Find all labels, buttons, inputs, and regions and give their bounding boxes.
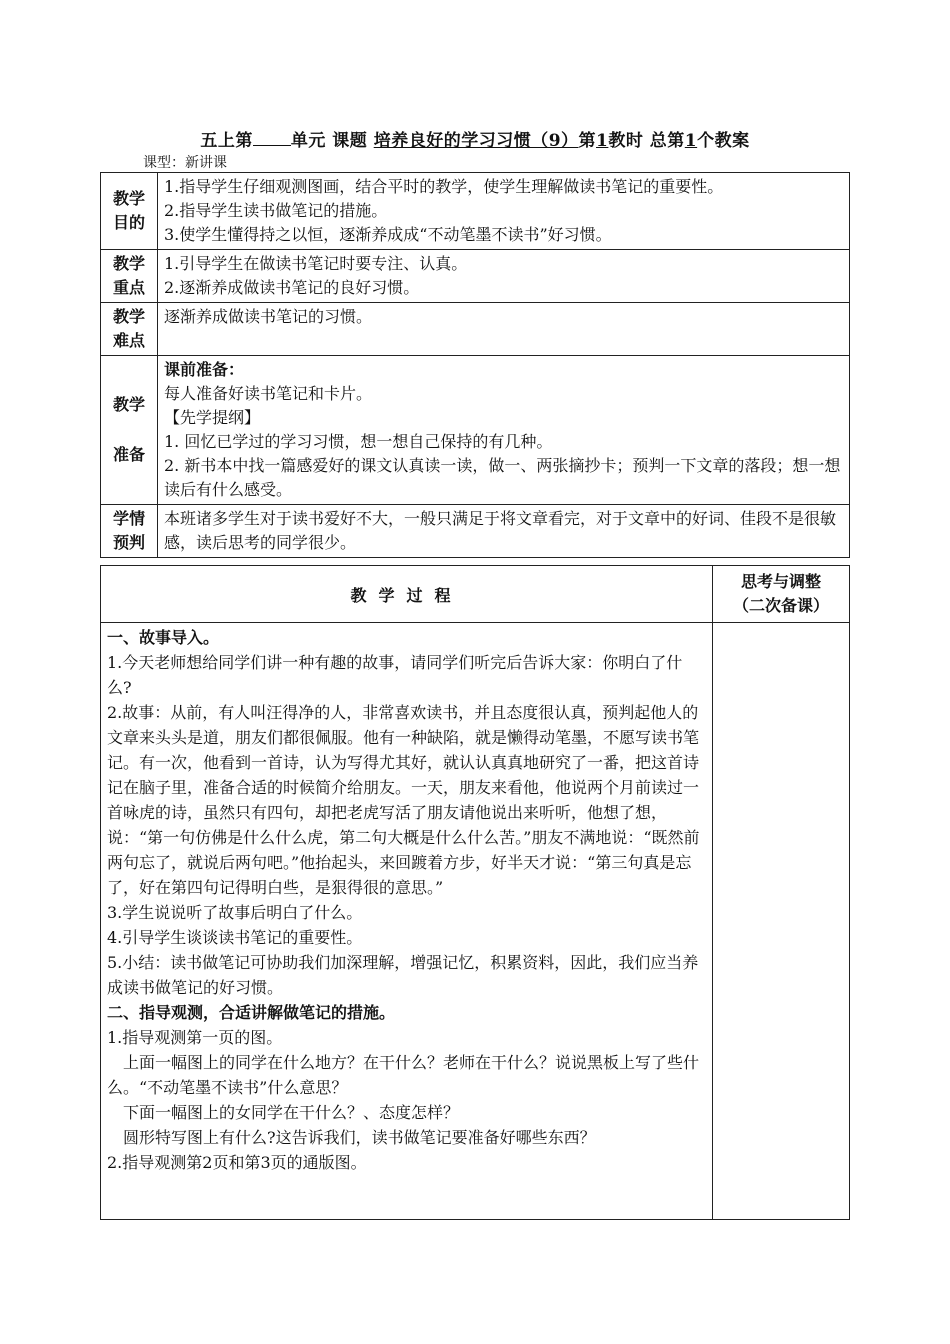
topic: 培养良好的学习习惯（9）: [373, 131, 579, 151]
difficulties-content: 逐渐养成做读书笔记的习惯。: [158, 303, 850, 356]
student-analysis-label: 学情 预判: [101, 505, 158, 558]
unit-blank: [253, 131, 291, 146]
goals-row: [101, 173, 850, 250]
student-analysis-row: [101, 505, 850, 558]
reflection-cell: [713, 623, 850, 1220]
plan-table: [100, 172, 850, 558]
goals-content: 1.指导学生仔细观测图画，结合平时的教学，使学生理解做读书笔记的重要性。 2.指导学生读书做笔记的措施。 3.使学生懂得持之以恒，逐渐养成成“不动笔墨不读书”好习惯。: [158, 173, 850, 250]
section-2-title: 二、指导观测，合适讲解做笔记的措施。: [107, 1003, 396, 1022]
preparation-row: [101, 356, 850, 505]
process-header-row: [101, 566, 850, 623]
difficulties-label: 教学 难点: [101, 303, 158, 356]
period-number: 1: [596, 131, 609, 151]
keypoints-content: 1.引导学生在做读书笔记时要专注、认真。 2.逐渐养成做读书笔记的良好习惯。: [158, 250, 850, 303]
preparation-content: 课前准备： 每人准备好读书笔记和卡片。 【先学提纲】 1. 回忆已学过的学习习惯，想一想自己保持的有几种。 2. 新书本中找一篇感爱好的课文认真读一读，做一、两张摘抄卡；预判一下文章的落段；想一想读后有什么感受。: [158, 356, 850, 505]
goals-label: 教学 目的: [101, 173, 158, 250]
lesson-title: 五上第 单元 课题 培养良好的学习习惯（9）第1教时 总第1个教案: [200, 131, 750, 151]
keypoints-label: 教学 重点: [101, 250, 158, 303]
total-number: 1: [684, 131, 698, 151]
difficulties-row: [101, 303, 850, 356]
process-header: 教学过程: [101, 566, 713, 623]
student-analysis-content: 本班诸多学生对于读书爱好不大，一般只满足于将文章看完，对于文章中的好词、佳段不是很敏感，读后思考的同学很少。: [158, 505, 850, 558]
process-body-row: [101, 623, 850, 1220]
lesson-type: 课型：新讲课: [143, 155, 227, 171]
reflection-header: 思考与调整 （二次备课）: [713, 566, 850, 623]
preparation-label: 教学 准备: [101, 356, 158, 505]
keypoints-row: [101, 250, 850, 303]
process-table: [100, 565, 850, 1220]
process-content: 一、故事导入。 1.今天老师想给同学们讲一种有趣的故事，请同学们听完后告诉大家：你明白了什么? 2.故事：从前，有人叫汪得净的人，非常喜欢读书，并且态度很认真，预判起他人的文章来头头是道，朋友们都很佩服。他有一种缺陷，就是懒得动笔墨，不愿写读书笔记。有一次，他看到一首诗，认为写得尤其好，就认认真真地研究了一番，把这首诗记在脑子里，准备合适的时候简介给朋友。一天，朋友来看他，他说两个月前读过一首咏虎的诗，虽然只有四句，却把老虎写活了朋友请他说出来听听，他想了想，说：“第一句仿佛是什么什么虎，第二句大概是什么什么苦。”朋友不满地说：“既然前两句忘了，就说后两句吧。”他抬起头，来回踱着方步，好半天才说：“第三句真是忘了，好在第四句记得明白些，是狠得很的意思。” 3.学生说说听了故事后明白了什么。 4.引导学生谈谈读书笔记的重要性。 5.小结：读书做笔记可协助我们加深理解，增强记忆，积累资料，因此，我们应当养成读书做笔记的好习惯。 二、指导观测，合适讲解做笔记的措施。 1.指导观测第一页的图。 上面一幅图上的同学在什么地方？在干什么？老师在干什么？说说黑板上写了些什么。“不动笔墨不读书”什么意思？ 下面一幅图上的女同学在干什么？、态度怎样？ 圆形特写图上有什么?这告诉我们，读书做笔记要准备好哪些东西？ 2.指导观测第2页和第3页的通版图。: [101, 623, 713, 1220]
section-1-title: 一、故事导入。: [107, 628, 220, 647]
